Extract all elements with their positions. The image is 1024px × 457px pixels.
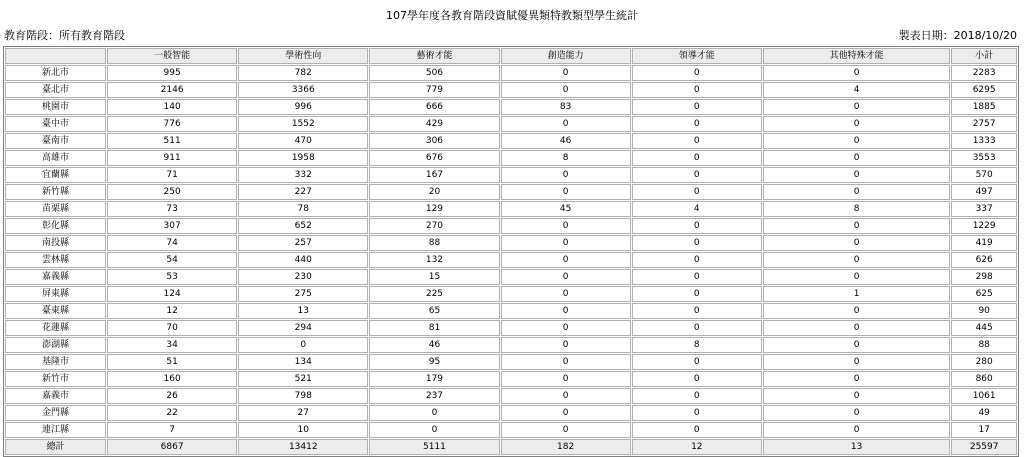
leadership-cell: 0	[632, 354, 762, 370]
general-intelligence-cell: 51	[107, 354, 237, 370]
creativity-cell: 0	[501, 184, 631, 200]
general-intelligence-cell: 70	[107, 320, 237, 336]
general-intelligence-cell: 34	[107, 337, 237, 353]
subtotal-cell: 860	[951, 371, 1017, 387]
education-stage-value: 所有教育階段	[59, 29, 125, 42]
artistic-talent-cell: 0	[369, 405, 499, 421]
artistic-talent-cell: 81	[369, 320, 499, 336]
other-talents-cell: 0	[763, 99, 950, 115]
leadership-cell: 0	[632, 82, 762, 98]
other-talents-cell: 0	[763, 388, 950, 404]
table-row	[5, 167, 1017, 183]
artistic-talent-cell: 15	[369, 269, 499, 285]
other-talents-cell: 0	[763, 371, 950, 387]
report-title: 107學年度各教育階段資賦優異類特教類型學生統計	[386, 9, 638, 22]
academic-aptitude-cell: 134	[238, 354, 368, 370]
general-intelligence-cell: 7	[107, 422, 237, 438]
column-header-leadership: 領導才能	[632, 48, 762, 64]
region-cell: 基隆市	[5, 354, 106, 370]
region-cell: 嘉義市	[5, 388, 106, 404]
leadership-cell: 0	[632, 422, 762, 438]
total-general-intelligence-cell: 6867	[107, 439, 237, 455]
general-intelligence-cell: 911	[107, 150, 237, 166]
other-talents-cell: 0	[763, 337, 950, 353]
leadership-cell: 0	[632, 99, 762, 115]
subtotal-cell: 88	[951, 337, 1017, 353]
creativity-cell: 83	[501, 99, 631, 115]
leadership-cell: 0	[632, 150, 762, 166]
leadership-cell: 0	[632, 184, 762, 200]
academic-aptitude-cell: 470	[238, 133, 368, 149]
academic-aptitude-cell: 227	[238, 184, 368, 200]
subtotal-cell: 1229	[951, 218, 1017, 234]
table-row	[5, 354, 1017, 370]
artistic-talent-cell: 129	[369, 201, 499, 217]
table-row	[5, 82, 1017, 98]
other-talents-cell: 0	[763, 269, 950, 285]
general-intelligence-cell: 71	[107, 167, 237, 183]
column-header-subtotal: 小計	[951, 48, 1017, 64]
subtotal-cell: 1061	[951, 388, 1017, 404]
report-date	[899, 29, 1017, 43]
academic-aptitude-cell: 1552	[238, 116, 368, 132]
region-cell: 彰化縣	[5, 218, 106, 234]
region-cell: 新竹縣	[5, 184, 106, 200]
leadership-cell: 0	[632, 133, 762, 149]
artistic-talent-cell: 132	[369, 252, 499, 268]
general-intelligence-cell: 2146	[107, 82, 237, 98]
academic-aptitude-cell: 996	[238, 99, 368, 115]
column-header-general-intelligence: 一般智能	[107, 48, 237, 64]
education-stage	[4, 29, 125, 43]
other-talents-cell: 0	[763, 303, 950, 319]
artistic-talent-cell: 506	[369, 65, 499, 81]
artistic-talent-cell: 429	[369, 116, 499, 132]
artistic-talent-cell: 779	[369, 82, 499, 98]
creativity-cell: 0	[501, 286, 631, 302]
column-header-other-talents: 其他特殊才能	[763, 48, 950, 64]
table-row	[5, 286, 1017, 302]
other-talents-cell: 0	[763, 65, 950, 81]
other-talents-cell: 4	[763, 82, 950, 98]
total-label: 總計	[5, 439, 106, 455]
creativity-cell: 0	[501, 405, 631, 421]
subtotal-cell: 17	[951, 422, 1017, 438]
column-header-region	[5, 48, 106, 64]
other-talents-cell: 0	[763, 320, 950, 336]
region-cell: 臺中市	[5, 116, 106, 132]
creativity-cell: 0	[501, 303, 631, 319]
subtotal-cell: 6295	[951, 82, 1017, 98]
region-cell: 屏東縣	[5, 286, 106, 302]
leadership-cell: 0	[632, 269, 762, 285]
column-header-creativity: 創造能力	[501, 48, 631, 64]
creativity-cell: 0	[501, 82, 631, 98]
general-intelligence-cell: 124	[107, 286, 237, 302]
table-row	[5, 218, 1017, 234]
report-date-value: 2018/10/20	[953, 29, 1017, 42]
column-header-academic-aptitude: 學術性向	[238, 48, 368, 64]
other-talents-cell: 0	[763, 184, 950, 200]
creativity-cell: 0	[501, 167, 631, 183]
general-intelligence-cell: 12	[107, 303, 237, 319]
subtotal-cell: 570	[951, 167, 1017, 183]
academic-aptitude-cell: 13	[238, 303, 368, 319]
table-row	[5, 184, 1017, 200]
artistic-talent-cell: 88	[369, 235, 499, 251]
subtotal-cell: 497	[951, 184, 1017, 200]
total-creativity-cell: 182	[501, 439, 631, 455]
general-intelligence-cell: 995	[107, 65, 237, 81]
leadership-cell: 4	[632, 201, 762, 217]
creativity-cell: 0	[501, 269, 631, 285]
academic-aptitude-cell: 294	[238, 320, 368, 336]
subtotal-cell: 1885	[951, 99, 1017, 115]
table-row	[5, 337, 1017, 353]
region-cell: 臺東縣	[5, 303, 106, 319]
subtotal-cell: 2757	[951, 116, 1017, 132]
region-cell: 臺北市	[5, 82, 106, 98]
general-intelligence-cell: 22	[107, 405, 237, 421]
artistic-talent-cell: 306	[369, 133, 499, 149]
subtotal-cell: 625	[951, 286, 1017, 302]
table-row	[5, 235, 1017, 251]
academic-aptitude-cell: 0	[238, 337, 368, 353]
general-intelligence-cell: 160	[107, 371, 237, 387]
region-cell: 苗栗縣	[5, 201, 106, 217]
leadership-cell: 0	[632, 218, 762, 234]
artistic-talent-cell: 65	[369, 303, 499, 319]
creativity-cell: 0	[501, 337, 631, 353]
table-row	[5, 422, 1017, 438]
academic-aptitude-cell: 27	[238, 405, 368, 421]
academic-aptitude-cell: 798	[238, 388, 368, 404]
table-row	[5, 371, 1017, 387]
general-intelligence-cell: 250	[107, 184, 237, 200]
leadership-cell: 0	[632, 405, 762, 421]
subtotal-cell: 49	[951, 405, 1017, 421]
table-row	[5, 150, 1017, 166]
total-artistic-talent-cell: 5111	[369, 439, 499, 455]
other-talents-cell: 0	[763, 167, 950, 183]
region-cell: 宜蘭縣	[5, 167, 106, 183]
general-intelligence-cell: 54	[107, 252, 237, 268]
total-leadership-cell: 12	[632, 439, 762, 455]
total-row	[5, 439, 1017, 455]
artistic-talent-cell: 270	[369, 218, 499, 234]
table-body	[5, 65, 1017, 455]
academic-aptitude-cell: 230	[238, 269, 368, 285]
general-intelligence-cell: 307	[107, 218, 237, 234]
region-cell: 桃園市	[5, 99, 106, 115]
creativity-cell: 45	[501, 201, 631, 217]
region-cell: 花蓮縣	[5, 320, 106, 336]
academic-aptitude-cell: 332	[238, 167, 368, 183]
general-intelligence-cell: 511	[107, 133, 237, 149]
total-academic-aptitude-cell: 13412	[238, 439, 368, 455]
column-header-artistic-talent: 藝術才能	[369, 48, 499, 64]
academic-aptitude-cell: 10	[238, 422, 368, 438]
subtotal-cell: 626	[951, 252, 1017, 268]
table-row	[5, 65, 1017, 81]
creativity-cell: 0	[501, 422, 631, 438]
subtotal-cell: 419	[951, 235, 1017, 251]
subtotal-cell: 3553	[951, 150, 1017, 166]
subtotal-cell: 445	[951, 320, 1017, 336]
region-cell: 嘉義縣	[5, 269, 106, 285]
general-intelligence-cell: 140	[107, 99, 237, 115]
artistic-talent-cell: 225	[369, 286, 499, 302]
other-talents-cell: 0	[763, 354, 950, 370]
subtotal-cell: 337	[951, 201, 1017, 217]
creativity-cell: 0	[501, 320, 631, 336]
region-cell: 雲林縣	[5, 252, 106, 268]
artistic-talent-cell: 666	[369, 99, 499, 115]
other-talents-cell: 0	[763, 235, 950, 251]
creativity-cell: 0	[501, 354, 631, 370]
academic-aptitude-cell: 440	[238, 252, 368, 268]
creativity-cell: 0	[501, 388, 631, 404]
other-talents-cell: 0	[763, 150, 950, 166]
subtotal-cell: 298	[951, 269, 1017, 285]
creativity-cell: 0	[501, 65, 631, 81]
table-row	[5, 201, 1017, 217]
other-talents-cell: 0	[763, 116, 950, 132]
table-row	[5, 320, 1017, 336]
general-intelligence-cell: 73	[107, 201, 237, 217]
report-date-label: 製表日期：	[898, 29, 954, 42]
subtotal-cell: 280	[951, 354, 1017, 370]
leadership-cell: 0	[632, 320, 762, 336]
leadership-cell: 0	[632, 371, 762, 387]
region-cell: 新北市	[5, 65, 106, 81]
creativity-cell: 0	[501, 371, 631, 387]
other-talents-cell: 1	[763, 286, 950, 302]
table-row	[5, 133, 1017, 149]
total-other-talents-cell: 13	[763, 439, 950, 455]
artistic-talent-cell: 0	[369, 422, 499, 438]
table-row	[5, 388, 1017, 404]
education-stage-label: 教育階段：	[4, 29, 59, 42]
creativity-cell: 46	[501, 133, 631, 149]
artistic-talent-cell: 676	[369, 150, 499, 166]
region-cell: 連江縣	[5, 422, 106, 438]
region-cell: 新竹市	[5, 371, 106, 387]
academic-aptitude-cell: 1958	[238, 150, 368, 166]
general-intelligence-cell: 26	[107, 388, 237, 404]
subtotal-cell: 90	[951, 303, 1017, 319]
region-cell: 高雄市	[5, 150, 106, 166]
region-cell: 澎湖縣	[5, 337, 106, 353]
other-talents-cell: 0	[763, 405, 950, 421]
statistics-table	[3, 46, 1019, 457]
leadership-cell: 0	[632, 235, 762, 251]
academic-aptitude-cell: 3366	[238, 82, 368, 98]
table-row	[5, 405, 1017, 421]
leadership-cell: 8	[632, 337, 762, 353]
subtotal-cell: 2283	[951, 65, 1017, 81]
artistic-talent-cell: 95	[369, 354, 499, 370]
region-cell: 南投縣	[5, 235, 106, 251]
table-row	[5, 303, 1017, 319]
artistic-talent-cell: 167	[369, 167, 499, 183]
academic-aptitude-cell: 521	[238, 371, 368, 387]
general-intelligence-cell: 776	[107, 116, 237, 132]
leadership-cell: 0	[632, 388, 762, 404]
other-talents-cell: 0	[763, 218, 950, 234]
leadership-cell: 0	[632, 286, 762, 302]
table-row	[5, 99, 1017, 115]
academic-aptitude-cell: 782	[238, 65, 368, 81]
other-talents-cell: 0	[763, 252, 950, 268]
academic-aptitude-cell: 78	[238, 201, 368, 217]
other-talents-cell: 0	[763, 422, 950, 438]
artistic-talent-cell: 20	[369, 184, 499, 200]
leadership-cell: 0	[632, 116, 762, 132]
leadership-cell: 0	[632, 167, 762, 183]
artistic-talent-cell: 179	[369, 371, 499, 387]
subtotal-cell: 1333	[951, 133, 1017, 149]
leadership-cell: 0	[632, 303, 762, 319]
creativity-cell: 0	[501, 252, 631, 268]
creativity-cell: 0	[501, 218, 631, 234]
table-row	[5, 269, 1017, 285]
table-header-row	[5, 48, 1017, 64]
creativity-cell: 8	[501, 150, 631, 166]
other-talents-cell: 8	[763, 201, 950, 217]
artistic-talent-cell: 237	[369, 388, 499, 404]
leadership-cell: 0	[632, 252, 762, 268]
region-cell: 金門縣	[5, 405, 106, 421]
academic-aptitude-cell: 275	[238, 286, 368, 302]
artistic-talent-cell: 46	[369, 337, 499, 353]
table-row	[5, 252, 1017, 268]
total-subtotal-cell: 25597	[951, 439, 1017, 455]
creativity-cell: 0	[501, 235, 631, 251]
general-intelligence-cell: 74	[107, 235, 237, 251]
academic-aptitude-cell: 257	[238, 235, 368, 251]
creativity-cell: 0	[501, 116, 631, 132]
leadership-cell: 0	[632, 65, 762, 81]
table-row	[5, 116, 1017, 132]
region-cell: 臺南市	[5, 133, 106, 149]
academic-aptitude-cell: 652	[238, 218, 368, 234]
general-intelligence-cell: 53	[107, 269, 237, 285]
other-talents-cell: 0	[763, 133, 950, 149]
